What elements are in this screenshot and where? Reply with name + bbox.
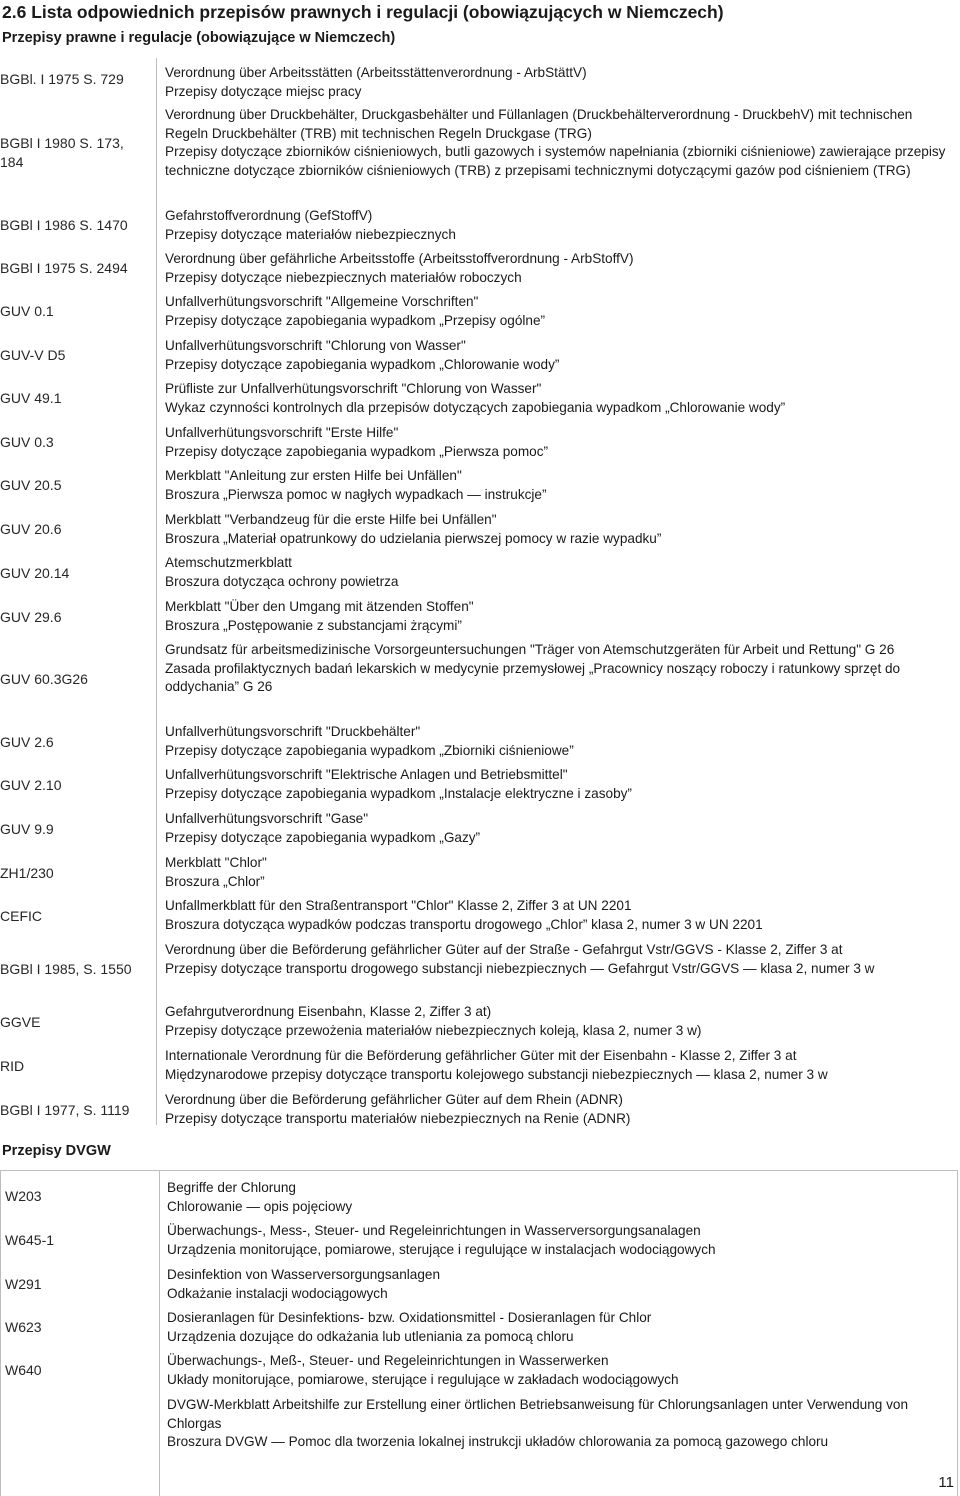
column-divider — [159, 1171, 160, 1496]
regulation-code: ZH1/230 — [0, 865, 54, 881]
column-divider — [156, 58, 157, 1125]
regulation-title-de: Unfallverhütungsvorschrift "Erste Hilfe" — [165, 425, 399, 440]
regulation-title-de: Unfallverhütungsvorschrift "Allgemeine Vorschriften" — [165, 294, 479, 309]
dvgw-code: W291 — [5, 1276, 42, 1292]
dvgw-title-pl: Broszura DVGW — Pomoc dla tworzenia lokalnej instrukcji układów chlorowania za pomocą gazowego chloru — [167, 1434, 829, 1449]
regulation-code: GUV 9.9 — [0, 821, 54, 837]
regulation-title-de: Unfallverhütungsvorschrift "Gase" — [165, 811, 369, 826]
regulation-code: GUV 60.3G26 — [0, 671, 88, 687]
regulation-description — [165, 293, 955, 330]
regulation-title-de: Unfallverhütungsvorschrift "Chlorung von Wasser" — [165, 338, 466, 353]
dvgw-title-de: Überwachungs-, Meß-, Steuer- und Regeleinrichtungen in Wasserwerken — [167, 1353, 609, 1368]
regulation-description — [165, 554, 955, 591]
dvgw-title-pl: Chlorowanie — opis pojęciowy — [167, 1198, 353, 1214]
regulation-title-pl: Przepisy dotyczące miejsc pracy — [165, 83, 362, 99]
regulation-title-pl: Przepisy dotyczące zapobiegania wypadkom „Przepisy ogólne” — [165, 312, 546, 328]
regulation-title-de: Gefahrgutverordnung Eisenbahn, Klasse 2, Ziffer 3 at) — [165, 1004, 492, 1019]
dvgw-title-de: Desinfektion von Wasserversorgungsanlagen — [167, 1267, 441, 1282]
section-heading: 2.6 Lista odpowiednich przepisów prawnych i regulacji (obowiązujących w Niemczech) — [2, 2, 724, 22]
regulation-title-de: Merkblatt "Verbandzeug für die erste Hilfe bei Unfällen" — [165, 512, 497, 527]
regulation-code: GUV 29.6 — [0, 609, 62, 625]
regulation-description — [165, 511, 955, 548]
regulation-description — [165, 941, 955, 978]
dvgw-title-pl: Urządzenia dozujące do odkażania lub utleniania za pomocą chloru — [167, 1328, 574, 1344]
regulation-description — [165, 337, 955, 374]
regulation-title-de: Merkblatt "Anleitung zur ersten Hilfe bei Unfällen" — [165, 468, 462, 483]
regulation-description — [165, 641, 955, 697]
regulation-code: GUV 0.3 — [0, 434, 54, 450]
regulation-title-pl: Zasada profilaktycznych badań lekarskich w medycynie przemysłowej „Pracownicy noszący roboczy i ratunkowy sprzęt do oddychania” G 26 — [165, 660, 901, 694]
regulation-description — [165, 810, 955, 847]
regulation-title-pl: Przepisy dotyczące zapobiegania wypadkom „Pierwsza pomoc” — [165, 443, 549, 459]
regulation-code: GUV-V D5 — [0, 347, 66, 363]
regulation-title-pl: Broszura „Materiał opatrunkowy do udzielania pierwszej pomocy w razie wypadku” — [165, 530, 662, 546]
page-number: 11 — [938, 1474, 954, 1491]
regulation-title-pl: Przepisy dotyczące niebezpiecznych materiałów roboczych — [165, 269, 522, 285]
regulation-description — [165, 424, 955, 461]
dvgw-code: W203 — [5, 1188, 42, 1204]
dvgw-heading: Przepisy DVGW — [2, 1143, 111, 1159]
regulation-description — [165, 467, 955, 504]
dvgw-title-de: Dosieranlagen für Desinfektions- bzw. Oxidationsmittel - Dosieranlagen für Chlor — [167, 1310, 652, 1325]
regulation-title-de: Atemschutzmerkblatt — [165, 555, 292, 570]
regulation-code: CEFIC — [0, 908, 42, 924]
regulation-title-pl: Broszura „Pierwsza pomoc w nagłych wypadkach — instrukcje” — [165, 486, 547, 502]
regulation-title-pl: Przepisy dotyczące transportu drogowego substancji niebezpiecznych — Gefahrgut Vstr/GGVS — klasa 2, numer 3 w — [165, 960, 875, 976]
dvgw-description — [167, 1396, 957, 1452]
regulation-description — [165, 1091, 955, 1128]
dvgw-title-pl: Urządzenia monitorujące, pomiarowe, sterujące i regulujące w instalacjach wodociągowych — [167, 1241, 716, 1257]
dvgw-description — [167, 1266, 957, 1303]
regulation-code: BGBl I 1986 S. 1470 — [0, 217, 128, 233]
regulation-code: BGBl I 1977, S. 1119 — [0, 1102, 130, 1118]
dvgw-title-de: Begriffe der Chlorung — [167, 1180, 296, 1195]
dvgw-description — [167, 1352, 957, 1389]
regulation-title-pl: Międzynarodowe przepisy dotyczące transportu kolejowego substancji niebezpiecznych — klasa 2, numer 3 w — [165, 1066, 828, 1082]
regulation-title-de: Grundsatz für arbeitsmedizinische Vorsorgeuntersuchungen "Träger von Atemschutzgeräten für Arbeit und Rettung" G 26 — [165, 642, 895, 657]
regulation-title-pl: Przepisy dotyczące materiałów niebezpiecznych — [165, 226, 456, 242]
regulation-code: RID — [0, 1058, 25, 1074]
regulation-title-de: Verordnung über Arbeitsstätten (Arbeitsstättenverordnung - ArbStättV) — [165, 65, 587, 80]
regulation-description — [165, 854, 955, 891]
dvgw-description — [167, 1222, 957, 1259]
regulation-code: GUV 20.14 — [0, 565, 70, 581]
regulation-title-de: Merkblatt "Über den Umgang mit ätzenden Stoffen" — [165, 599, 474, 614]
regulation-description — [165, 64, 955, 101]
regulation-title-de: Internationale Verordnung für die Beförderung gefährlicher Güter mit der Eisenbahn - Klasse 2, Ziffer 3 at — [165, 1048, 797, 1063]
regulation-code: GUV 0.1 — [0, 303, 54, 319]
regulation-title-de: Unfallverhütungsvorschrift "Elektrische Anlagen und Betriebsmittel" — [165, 767, 568, 782]
regulation-description — [165, 723, 955, 760]
regulation-title-pl: Broszura dotycząca ochrony powietrza — [165, 573, 399, 589]
regulation-code: BGBl. I 1975 S. 729 — [0, 71, 124, 87]
regulation-title-de: Merkblatt "Chlor" — [165, 855, 267, 870]
regulation-description — [165, 207, 955, 244]
regulation-title-pl: Przepisy dotyczące zapobiegania wypadkom „Gazy” — [165, 829, 481, 845]
regulation-code: GUV 2.6 — [0, 734, 54, 750]
regulation-description — [165, 598, 955, 635]
dvgw-code: W645-1 — [5, 1232, 55, 1248]
regulation-title-de: Verordnung über die Beförderung gefährlicher Güter auf der Straße - Gefahrgut Vstr/GGVS - Klasse 2, Ziffer 3 at — [165, 942, 843, 957]
regulation-description — [165, 250, 955, 287]
regulation-description — [165, 897, 955, 934]
regulation-code: GUV 2.10 — [0, 777, 62, 793]
regulation-title-de: Verordnung über die Beförderung gefährlicher Güter auf dem Rhein (ADNR) — [165, 1092, 623, 1107]
regulation-title-de: Prüfliste zur Unfallverhütungsvorschrift "Chlorung von Wasser" — [165, 381, 542, 396]
subsection-heading: Przepisy prawne i regulacje (obowiązujące w Niemczech) — [2, 30, 396, 46]
dvgw-code: W623 — [5, 1319, 42, 1335]
regulation-title-pl: Przepisy dotyczące zapobiegania wypadkom „Instalacje elektryczne i zasoby” — [165, 785, 632, 801]
regulation-title-de: Verordnung über gefährliche Arbeitsstoffe (Arbeitsstoffverordnung - ArbStoffV) — [165, 251, 634, 266]
dvgw-title-pl: Odkażanie instalacji wodociągowych — [167, 1285, 388, 1301]
regulation-description — [165, 1003, 955, 1040]
regulation-description — [165, 380, 955, 417]
dvgw-description — [167, 1309, 957, 1346]
regulation-code: BGBl I 1980 S. 173, 184 — [0, 135, 124, 170]
regulation-title-pl: Wykaz czynności kontrolnych dla przepisów dotyczących zapobiegania wypadkom „Chlorowanie wody” — [165, 399, 786, 415]
regulation-title-pl: Przepisy dotyczące zapobiegania wypadkom „Zbiorniki ciśnieniowe” — [165, 742, 574, 758]
regulation-code: BGBl I 1985, S. 1550 — [0, 961, 132, 977]
dvgw-title-de: DVGW-Merkblatt Arbeitshilfe zur Erstellung einer örtlichen Betriebsanweisung für Chlorungsanlagen unter Verwendung von Chlorgas — [167, 1397, 909, 1431]
dvgw-title-pl: Układy monitorujące, pomiarowe, sterujące i regulujące w zakładach wodociągowych — [167, 1371, 679, 1387]
regulation-title-pl: Przepisy dotyczące zapobiegania wypadkom „Chlorowanie wody” — [165, 356, 560, 372]
regulation-code: GGVE — [0, 1014, 41, 1030]
regulation-description — [165, 106, 955, 180]
regulation-description — [165, 766, 955, 803]
regulation-description — [165, 1047, 955, 1084]
regulation-title-pl: Przepisy dotyczące transportu materiałów niebezpiecznych na Renie (ADNR) — [165, 1110, 631, 1126]
regulation-title-pl: Broszura dotycząca wypadków podczas transportu drogowego „Chlor” klasa 2, numer 3 w UN 2201 — [165, 916, 763, 932]
regulation-title-de: Verordnung über Druckbehälter, Druckgasbehälter und Füllanlagen (Druckbehälterverordnung - DruckbehV) mit technischen Regeln Druckbehälter (TRB) mit technischen Regeln Druckgase (TRG) — [165, 107, 913, 141]
regulation-code: GUV 20.5 — [0, 477, 62, 493]
regulation-code: GUV 20.6 — [0, 521, 62, 537]
dvgw-title-de: Überwachungs-, Mess-, Steuer- und Regeleinrichtungen in Wasserversorgungsanalagen — [167, 1223, 701, 1238]
regulation-title-de: Unfallmerkblatt für den Straßentransport "Chlor" Klasse 2, Ziffer 3 at UN 2201 — [165, 898, 632, 913]
regulation-title-pl: Przepisy dotyczące przewożenia materiałów niebezpiecznych koleją, klasa 2, numer 3 w) — [165, 1022, 702, 1038]
regulation-title-pl: Broszura „Chlor” — [165, 873, 265, 889]
dvgw-description — [167, 1179, 957, 1216]
dvgw-code: W640 — [5, 1362, 42, 1378]
regulation-title-pl: Broszura „Postępowanie z substancjami żrącymi” — [165, 617, 462, 633]
regulation-title-pl: Przepisy dotyczące zbiorników ciśnieniowych, butli gazowych i systemów napełniania (zbiorniki ciśnieniowe) zawierające przepisy techniczne dotyczące zbiorników ciśnieniowych (TRB) z przepisami technicznymi dotyczącymi gazów pod ciśnieniem (TRG) — [165, 144, 946, 178]
regulation-code: GUV 49.1 — [0, 390, 62, 406]
regulation-code: BGBl I 1975 S. 2494 — [0, 260, 128, 276]
regulation-title-de: Gefahrstoffverordnung (GefStoffV) — [165, 208, 373, 223]
regulation-title-de: Unfallverhütungsvorschrift "Druckbehälter" — [165, 724, 421, 739]
